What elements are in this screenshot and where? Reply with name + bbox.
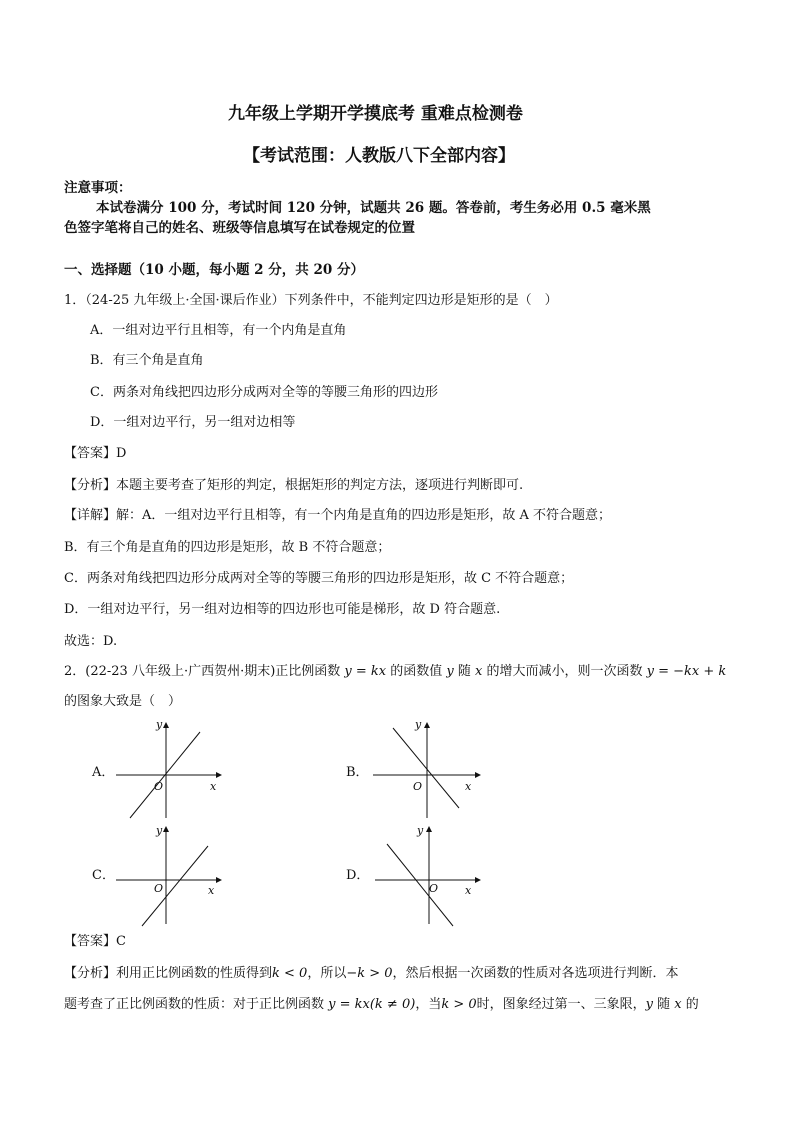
question-1-detail-1: 【详解】解：A．一组对边平行且相等，有一个内角是直角的四边形是矩形，故 A 不符合题意；	[64, 508, 612, 523]
stem-text: 随	[453, 664, 476, 679]
axis-label-y: y	[156, 718, 163, 731]
analysis-text: 随	[653, 997, 675, 1012]
origin-label: O	[154, 780, 164, 793]
inequality-neg-k-positive: −k > 0	[346, 966, 393, 981]
question-1-choice: 故选：D.	[64, 634, 118, 649]
axis-label-x: x	[208, 884, 215, 897]
question-1-answer: 【答案】D	[64, 446, 127, 461]
question-2-stem-line-2: 的图象大致是（ ）	[64, 694, 182, 709]
question-1-option-b: B．有三个角是直角	[90, 353, 204, 368]
question-2-analysis-line-1	[64, 967, 679, 980]
variable-y: y	[645, 997, 654, 1012]
question-1-option-d: D．一组对边平行，另一组对边相等	[90, 415, 296, 430]
graph-option-c	[112, 826, 222, 926]
graph-option-a	[112, 718, 222, 822]
analysis-text: ，所以	[307, 966, 347, 981]
analysis-text: 题考查了正比例函数的性质：对于正比例函数	[64, 997, 329, 1012]
notice-line-1: 本试卷满分 100 分，考试时间 120 分钟，试题共 26 题。答卷前，考生务必用 0.5 毫米黑	[96, 200, 651, 216]
graph-option-b	[373, 718, 483, 822]
variable-x: x	[475, 664, 483, 679]
question-1-detail-2: B．有三个角是直角的四边形是矩形，故 B 不符合题意；	[64, 540, 391, 555]
axis-label-y: y	[415, 718, 422, 731]
stem-text: 2．(22-23 八年级上·广西贺州·期末)正比例函数	[64, 664, 345, 679]
section-heading: 一、选择题（10 小题，每小题 2 分，共 20 分）	[64, 262, 364, 278]
stem-text: 的函数值	[386, 664, 447, 679]
notice-label: 注意事项：	[64, 180, 132, 196]
origin-label: O	[429, 882, 439, 895]
question-2-analysis-line-2	[64, 998, 699, 1011]
equation-proportional-general: y = kx(k ≠ 0)	[328, 997, 416, 1012]
notice-line-2: 色签字笔将自己的姓名、班级等信息填写在试卷规定的位置	[64, 220, 415, 236]
page-subtitle: 【考试范围：人教版八下全部内容】	[243, 146, 515, 166]
axis-label-x: x	[210, 780, 217, 793]
inequality-k-negative: k < 0	[272, 966, 308, 981]
question-1-option-c: C．两条对角线把四边形分成两对全等的等腰三角形的四边形	[90, 385, 438, 400]
question-1-stem: 1．（24-25 九年级上·全国·课后作业）下列条件中，不能判定四边形是矩形的是（ ）	[64, 293, 558, 308]
option-d-label: D．	[346, 868, 370, 883]
analysis-text: 的	[681, 997, 699, 1012]
analysis-text: 【分析】利用正比例函数的性质得到	[64, 966, 273, 981]
question-1-detail-4: D．一组对边平行，另一组对边相等的四边形也可能是梯形，故 D 符合题意.	[64, 602, 501, 617]
origin-label: O	[154, 882, 164, 895]
analysis-text: ，当	[415, 997, 442, 1012]
axis-label-x: x	[465, 780, 472, 793]
origin-label: O	[413, 780, 423, 793]
question-1-detail-3: C．两条对角线把四边形分成两对全等的等腰三角形的四边形是矩形，故 C 不符合题意；	[64, 571, 574, 586]
inequality-k-positive: k > 0	[441, 997, 477, 1012]
question-2-answer: 【答案】C	[64, 934, 126, 949]
analysis-text: ，然后根据一次函数的性质对各选项进行判断．本	[392, 966, 679, 981]
option-a-label: A．	[92, 765, 115, 780]
page-title: 九年级上学期开学摸底考 重难点检测卷	[228, 104, 523, 124]
axis-label-y: y	[417, 824, 424, 837]
variable-x: x	[674, 997, 682, 1012]
equation-proportional: y = kx	[344, 664, 387, 679]
option-b-label: B．	[346, 765, 369, 780]
equation-linear: y = −kx + k	[646, 664, 727, 679]
question-2-stem-line-1	[64, 665, 726, 678]
graph-option-d	[373, 826, 483, 926]
axis-label-x: x	[465, 884, 472, 897]
variable-y: y	[446, 664, 454, 679]
question-1-option-a: A．一组对边平行且相等，有一个内角是直角	[90, 323, 347, 338]
stem-text: 的增大而减小，则一次函数	[482, 664, 647, 679]
axis-label-y: y	[156, 824, 163, 837]
option-c-label: C．	[92, 868, 115, 883]
question-1-analysis: 【分析】本题主要考查了矩形的判定，根据矩形的判定方法，逐项进行判断即可.	[64, 478, 524, 493]
analysis-text: 时，图象经过第一、三象限，	[476, 997, 646, 1012]
